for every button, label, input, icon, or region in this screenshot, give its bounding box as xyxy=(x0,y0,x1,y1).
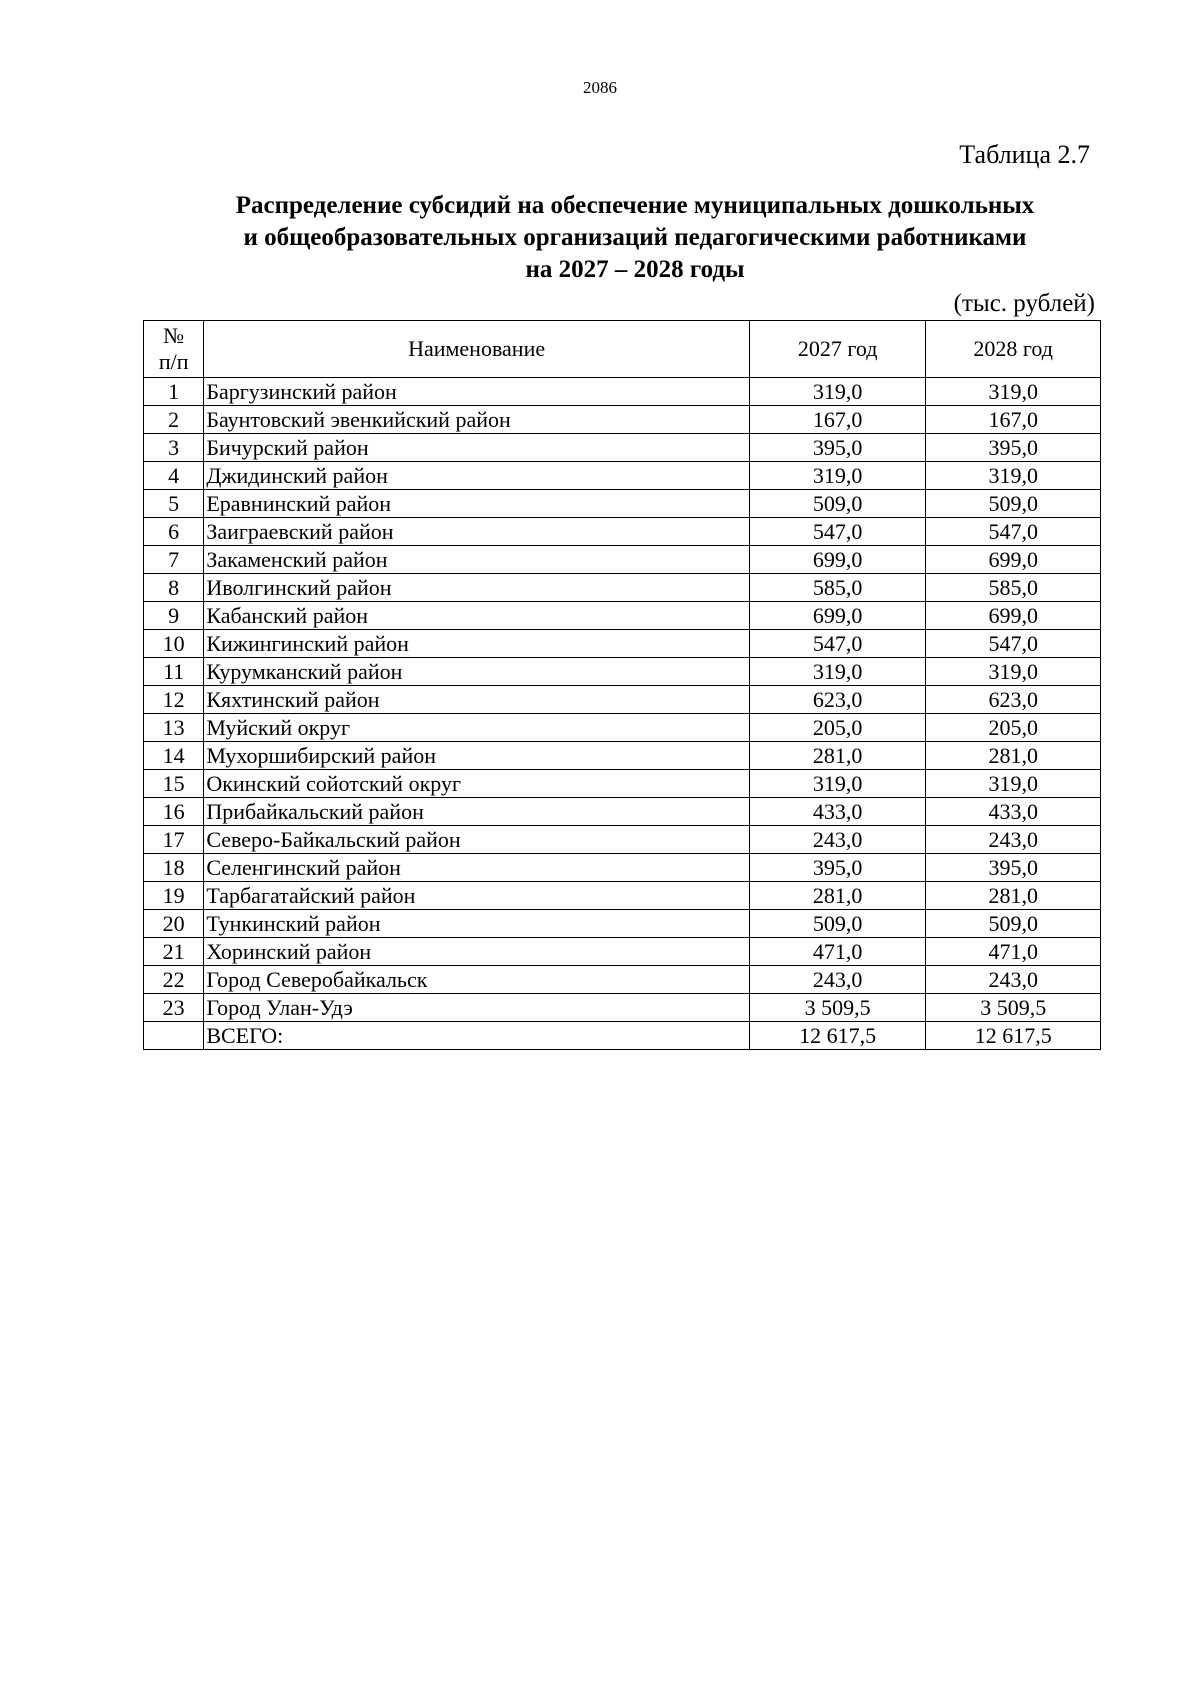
row-value-2028: 243,0 xyxy=(926,966,1101,994)
row-value-2027: 509,0 xyxy=(749,490,926,518)
row-value-2028: 547,0 xyxy=(926,630,1101,658)
row-value-2028: 509,0 xyxy=(926,490,1101,518)
table-row xyxy=(144,798,1101,826)
table-row xyxy=(144,714,1101,742)
row-number: 4 xyxy=(144,462,204,490)
table-row xyxy=(144,434,1101,462)
row-number: 10 xyxy=(144,630,204,658)
table-row xyxy=(144,602,1101,630)
table-row xyxy=(144,378,1101,406)
row-value-2027: 585,0 xyxy=(749,574,926,602)
row-name: Окинский сойотский округ xyxy=(204,770,750,798)
row-number: 14 xyxy=(144,742,204,770)
row-name: ВСЕГО: xyxy=(204,1022,750,1050)
row-value-2028: 3 509,5 xyxy=(926,994,1101,1022)
row-value-2028: 205,0 xyxy=(926,714,1101,742)
row-number: 7 xyxy=(144,546,204,574)
row-number: 21 xyxy=(144,938,204,966)
table-row xyxy=(144,658,1101,686)
row-value-2028: 585,0 xyxy=(926,574,1101,602)
row-value-2028: 167,0 xyxy=(926,406,1101,434)
subsidy-table xyxy=(143,320,1101,1050)
row-value-2028: 319,0 xyxy=(926,770,1101,798)
table-label: Таблица 2.7 xyxy=(959,140,1090,169)
table-row xyxy=(144,966,1101,994)
row-value-2028: 243,0 xyxy=(926,826,1101,854)
row-value-2028: 699,0 xyxy=(926,602,1101,630)
row-number: 9 xyxy=(144,602,204,630)
row-value-2027: 319,0 xyxy=(749,658,926,686)
row-value-2027: 281,0 xyxy=(749,882,926,910)
title-line: и общеобразовательных организаций педагогическими работниками xyxy=(243,224,1027,251)
row-value-2028: 395,0 xyxy=(926,854,1101,882)
row-value-2028: 471,0 xyxy=(926,938,1101,966)
row-name: Курумканский район xyxy=(204,658,750,686)
row-name: Кяхтинский район xyxy=(204,686,750,714)
row-number: 2 xyxy=(144,406,204,434)
row-name: Тункинский район xyxy=(204,910,750,938)
row-value-2028: 699,0 xyxy=(926,546,1101,574)
row-value-2027: 205,0 xyxy=(749,714,926,742)
row-value-2027: 509,0 xyxy=(749,910,926,938)
row-value-2027: 547,0 xyxy=(749,630,926,658)
row-value-2028: 395,0 xyxy=(926,434,1101,462)
table-header-row xyxy=(144,321,1101,378)
row-value-2028: 319,0 xyxy=(926,378,1101,406)
row-name: Закаменский район xyxy=(204,546,750,574)
table-row xyxy=(144,826,1101,854)
table-row xyxy=(144,518,1101,546)
row-value-2027: 699,0 xyxy=(749,546,926,574)
row-number: 17 xyxy=(144,826,204,854)
row-name: Баргузинский район xyxy=(204,378,750,406)
row-value-2028: 319,0 xyxy=(926,462,1101,490)
row-value-2028: 12 617,5 xyxy=(926,1022,1101,1050)
table-row xyxy=(144,882,1101,910)
row-value-2027: 395,0 xyxy=(749,854,926,882)
row-name: Заиграевский район xyxy=(204,518,750,546)
row-number: 11 xyxy=(144,658,204,686)
row-value-2027: 319,0 xyxy=(749,378,926,406)
row-value-2027: 167,0 xyxy=(749,406,926,434)
row-name: Баунтовский эвенкийский район xyxy=(204,406,750,434)
row-value-2027: 319,0 xyxy=(749,462,926,490)
row-name: Бичурский район xyxy=(204,434,750,462)
row-value-2028: 281,0 xyxy=(926,742,1101,770)
row-number: 13 xyxy=(144,714,204,742)
row-value-2027: 395,0 xyxy=(749,434,926,462)
row-number: 1 xyxy=(144,378,204,406)
row-value-2028: 433,0 xyxy=(926,798,1101,826)
header-number xyxy=(144,321,204,378)
row-name: Город Северобайкальск xyxy=(204,966,750,994)
row-value-2027: 433,0 xyxy=(749,798,926,826)
table-row xyxy=(144,994,1101,1022)
table-row xyxy=(144,910,1101,938)
header-number-abbr: п/п xyxy=(158,349,189,374)
row-name: Кабанский район xyxy=(204,602,750,630)
row-value-2027: 471,0 xyxy=(749,938,926,966)
table-row xyxy=(144,686,1101,714)
table-row xyxy=(144,742,1101,770)
row-number: 5 xyxy=(144,490,204,518)
row-name: Еравнинский район xyxy=(204,490,750,518)
row-value-2028: 509,0 xyxy=(926,910,1101,938)
table-row xyxy=(144,574,1101,602)
row-name: Кижингинский район xyxy=(204,630,750,658)
row-name: Северо-Байкальский район xyxy=(204,826,750,854)
table-row xyxy=(144,854,1101,882)
row-value-2027: 243,0 xyxy=(749,826,926,854)
row-name: Муйский округ xyxy=(204,714,750,742)
row-value-2027: 3 509,5 xyxy=(749,994,926,1022)
table-row xyxy=(144,938,1101,966)
table-row xyxy=(144,490,1101,518)
row-value-2028: 319,0 xyxy=(926,658,1101,686)
units-label: (тыс. рублей) xyxy=(953,290,1095,317)
table-body xyxy=(144,378,1101,1050)
row-value-2027: 281,0 xyxy=(749,742,926,770)
title-line: на 2027 – 2028 годы xyxy=(525,256,745,283)
row-number: 3 xyxy=(144,434,204,462)
table-row xyxy=(144,406,1101,434)
table-row xyxy=(144,462,1101,490)
row-value-2028: 623,0 xyxy=(926,686,1101,714)
row-number: 6 xyxy=(144,518,204,546)
row-number: 16 xyxy=(144,798,204,826)
row-value-2027: 623,0 xyxy=(749,686,926,714)
page-number: 2086 xyxy=(583,78,617,97)
document-title xyxy=(150,190,1120,286)
header-number-symbol: № xyxy=(163,323,185,348)
row-name: Джидинский район xyxy=(204,462,750,490)
row-value-2027: 547,0 xyxy=(749,518,926,546)
row-number: 20 xyxy=(144,910,204,938)
row-number: 19 xyxy=(144,882,204,910)
table-row xyxy=(144,770,1101,798)
row-value-2027: 243,0 xyxy=(749,966,926,994)
row-number: 12 xyxy=(144,686,204,714)
row-value-2028: 547,0 xyxy=(926,518,1101,546)
header-year-2027: 2027 год xyxy=(749,321,926,378)
row-number xyxy=(144,1022,204,1050)
row-name: Тарбагатайский район xyxy=(204,882,750,910)
row-name: Прибайкальский район xyxy=(204,798,750,826)
row-name: Мухоршибирский район xyxy=(204,742,750,770)
row-number: 22 xyxy=(144,966,204,994)
row-number: 23 xyxy=(144,994,204,1022)
table-row xyxy=(144,630,1101,658)
table-total-row xyxy=(144,1022,1101,1050)
table-row xyxy=(144,546,1101,574)
row-value-2028: 281,0 xyxy=(926,882,1101,910)
row-name: Город Улан-Удэ xyxy=(204,994,750,1022)
header-name: Наименование xyxy=(204,321,750,378)
header-year-2028: 2028 год xyxy=(926,321,1101,378)
row-value-2027: 12 617,5 xyxy=(749,1022,926,1050)
row-name: Селенгинский район xyxy=(204,854,750,882)
row-number: 8 xyxy=(144,574,204,602)
row-number: 15 xyxy=(144,770,204,798)
row-name: Хоринский район xyxy=(204,938,750,966)
row-name: Иволгинский район xyxy=(204,574,750,602)
title-line: Распределение субсидий на обеспечение муниципальных дошкольных xyxy=(235,192,1035,219)
row-number: 18 xyxy=(144,854,204,882)
row-value-2027: 319,0 xyxy=(749,770,926,798)
row-value-2027: 699,0 xyxy=(749,602,926,630)
